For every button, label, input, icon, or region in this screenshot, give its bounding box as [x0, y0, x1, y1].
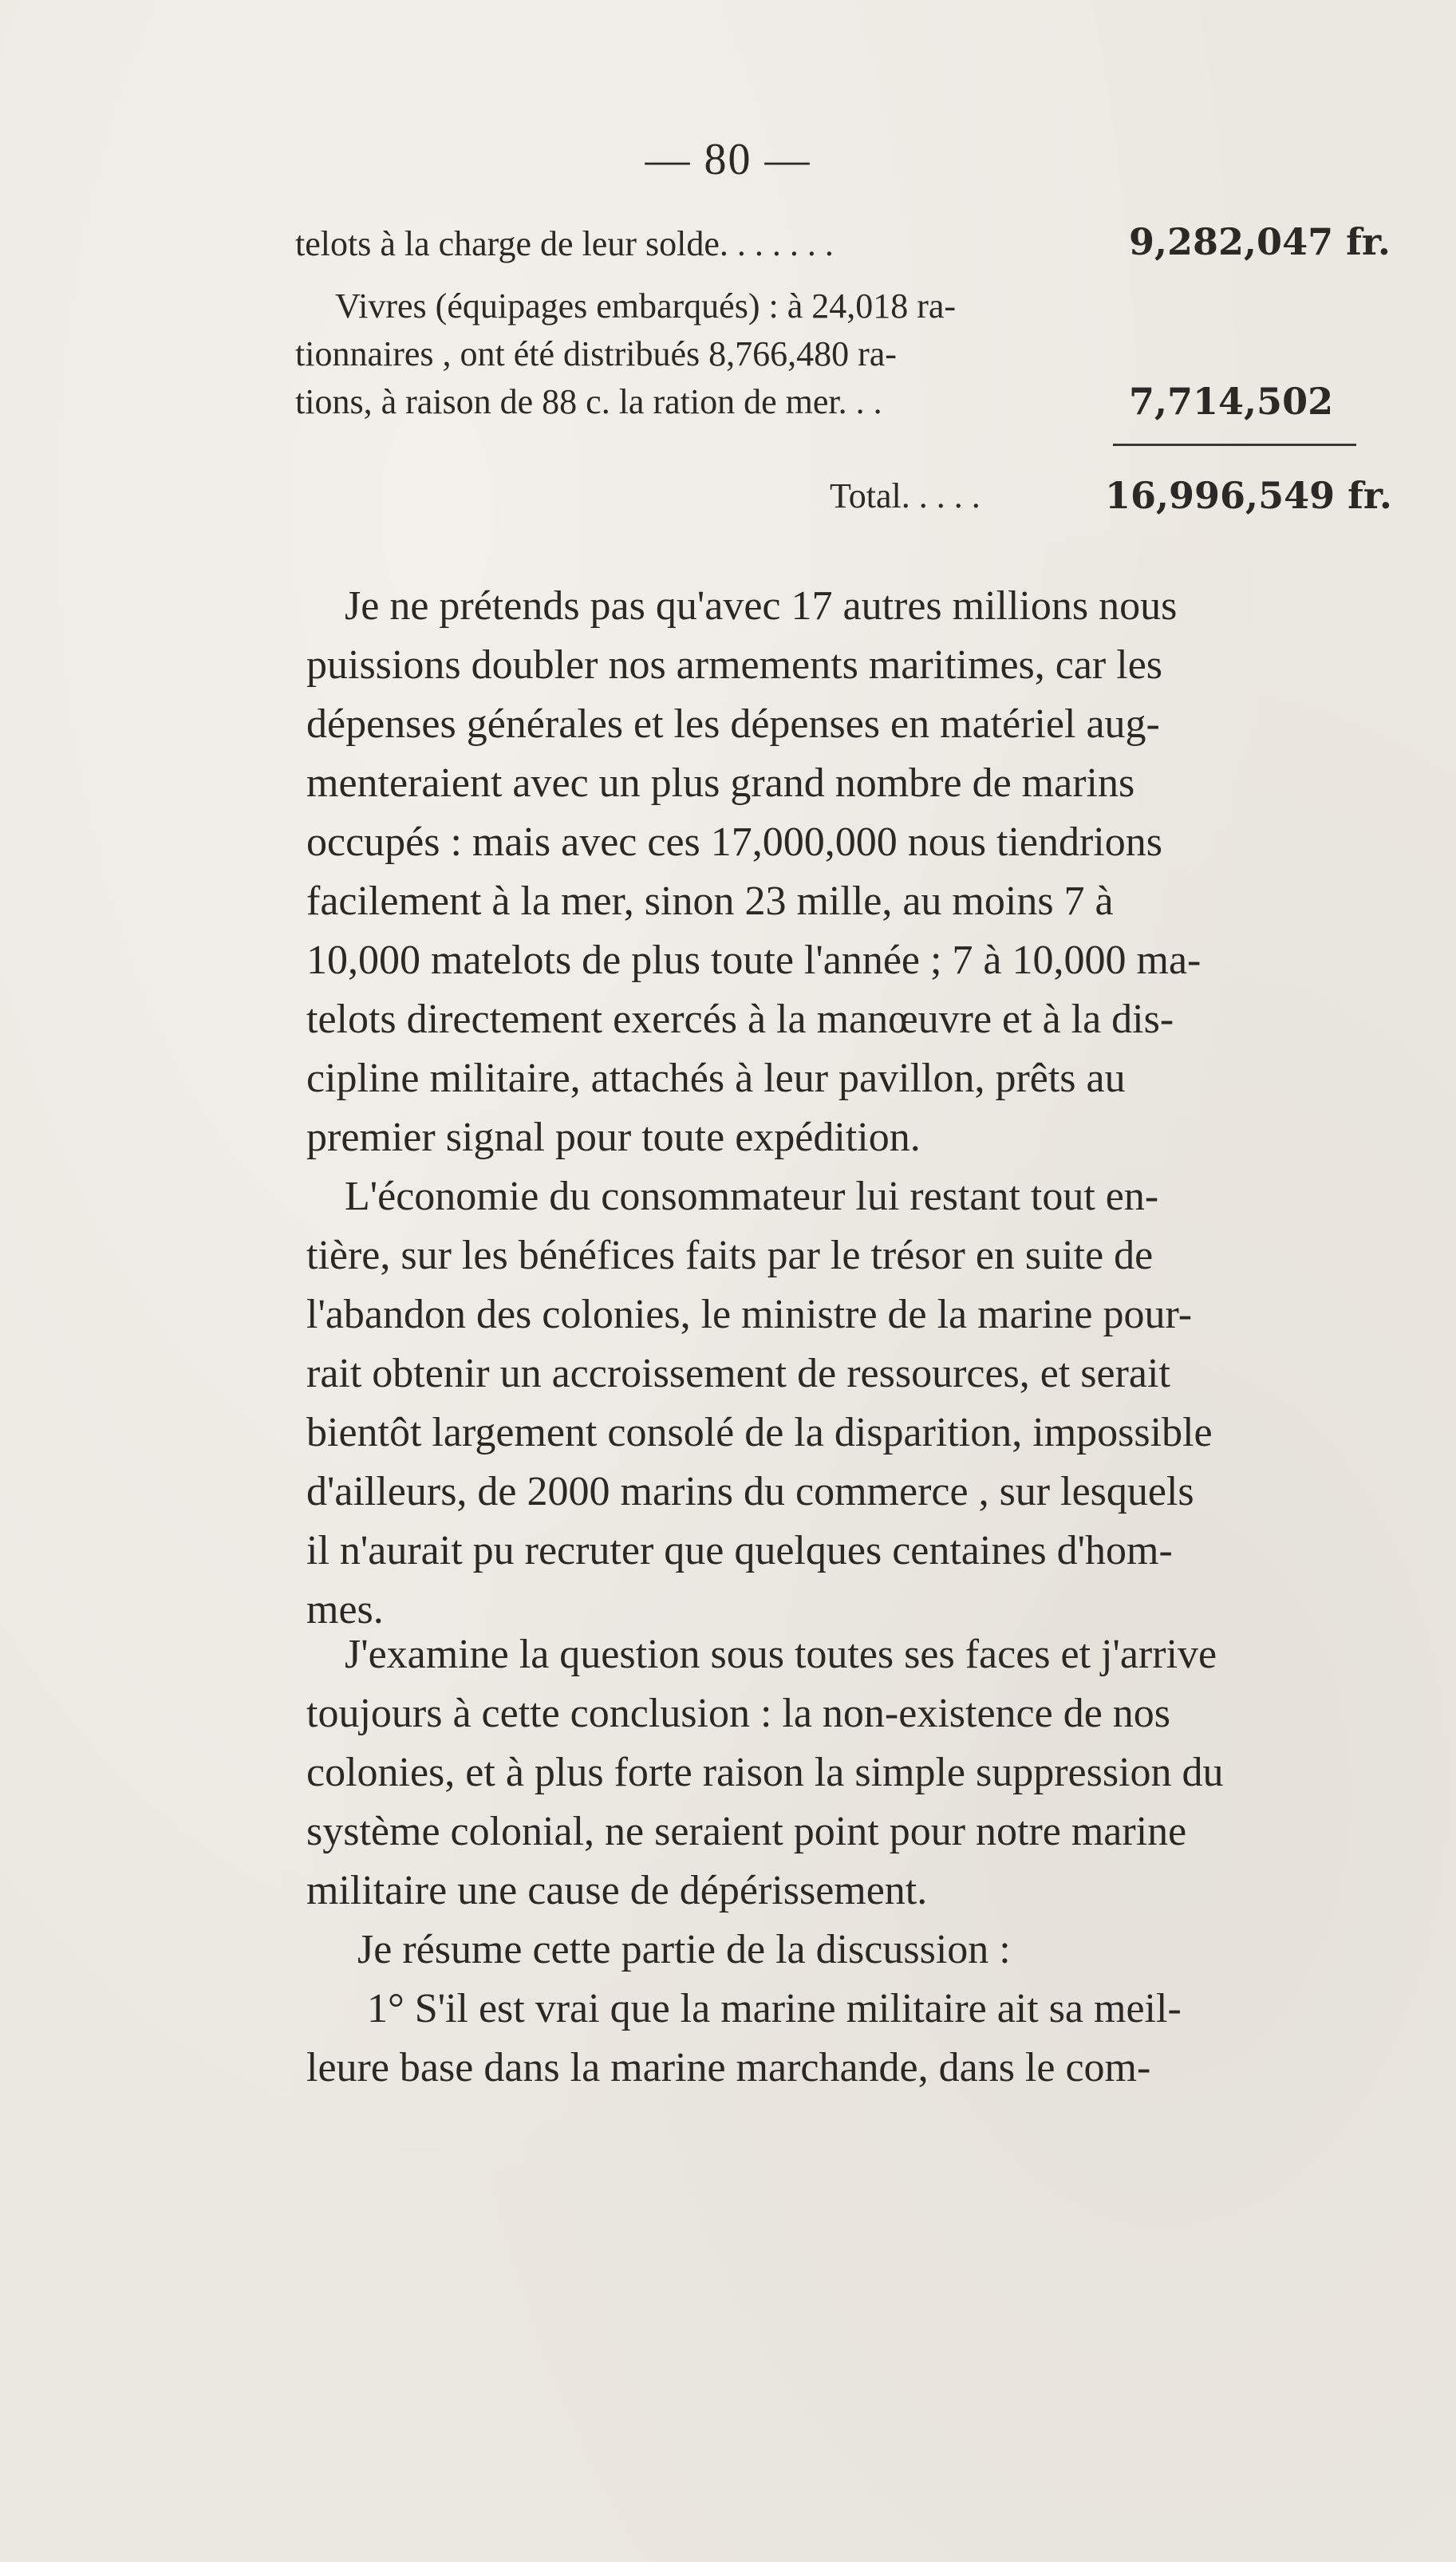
text-line: d'ailleurs, de 2000 marins du commerce , sur lesquels	[306, 1469, 1194, 1514]
text-line: mes.	[306, 1587, 384, 1632]
ledger-total-label: Total. . . . .	[830, 476, 981, 515]
ledger-total-amount: 16,996,549 fr.	[1105, 474, 1392, 517]
text-line: puissions doubler nos armements maritimes, car les	[306, 642, 1163, 688]
text-line: l'abandon des colonies, le ministre de la marine pour-	[306, 1292, 1193, 1337]
text-line: 1° S'il est vrai que la marine militaire ait sa meil-	[367, 1986, 1182, 2031]
total-rule	[1113, 444, 1356, 446]
text-line: colonies, et à plus forte raison la simple suppression du	[306, 1750, 1224, 1795]
ledger-row-rations-line-3: tions, à raison de 88 c. la ration de mer. . .	[295, 382, 882, 421]
text-line: tière, sur les bénéfices faits par le trésor en suite de	[306, 1233, 1154, 1278]
ledger-row-pay-label: telots à la charge de leur solde. . . . . . .	[295, 224, 834, 263]
ledger-row-rations-line-2: tionnaires , ont été distribués 8,766,480 ra-	[295, 334, 897, 373]
text-line: bientôt largement consolé de la disparition, impossible	[306, 1410, 1213, 1455]
text-line: Je résume cette partie de la discussion :	[357, 1927, 1011, 1972]
text-line: leure base dans la marine marchande, dans le com-	[306, 2045, 1151, 2090]
ledger-row-pay-amount: 9,282,047 fr.	[1129, 220, 1391, 263]
ledger-row-rations-amount: 7,714,502	[1129, 380, 1334, 423]
text-line: il n'aurait pu recruter que quelques centaines d'hom-	[306, 1528, 1173, 1573]
text-line: menteraient avec un plus grand nombre de marins	[306, 760, 1135, 806]
text-line: Je ne prétends pas qu'avec 17 autres millions nous	[345, 583, 1178, 629]
page-number: — 80 —	[645, 135, 811, 184]
text-line: dépenses générales et les dépenses en matériel aug-	[306, 701, 1160, 747]
text-line: facilement à la mer, sinon 23 mille, au moins 7 à	[306, 878, 1114, 924]
text-line: rait obtenir un accroissement de ressources, et serait	[306, 1351, 1170, 1396]
text-line: premier signal pour toute expédition.	[306, 1115, 921, 1160]
text-line: 10,000 matelots de plus toute l'année ; 7 à 10,000 ma-	[306, 938, 1201, 983]
text-line: système colonial, ne seraient point pour notre marine	[306, 1809, 1187, 1854]
text-line: militaire une cause de dépérissement.	[306, 1868, 928, 1913]
text-line: J'examine la question sous toutes ses faces et j'arrive	[345, 1632, 1217, 1677]
text-line: toujours à cette conclusion : la non-existence de nos	[306, 1691, 1171, 1736]
text-line: cipline militaire, attachés à leur pavillon, prêts au	[306, 1056, 1126, 1101]
text-line: occupés : mais avec ces 17,000,000 nous tiendrions	[306, 819, 1162, 865]
text-line: telots directement exercés à la manœuvre et à la dis-	[306, 997, 1174, 1042]
ledger-row-rations-line-1: Vivres (équipages embarqués) : à 24,018 ra-	[335, 286, 957, 326]
text-line: L'économie du consommateur lui restant tout en-	[345, 1174, 1159, 1219]
